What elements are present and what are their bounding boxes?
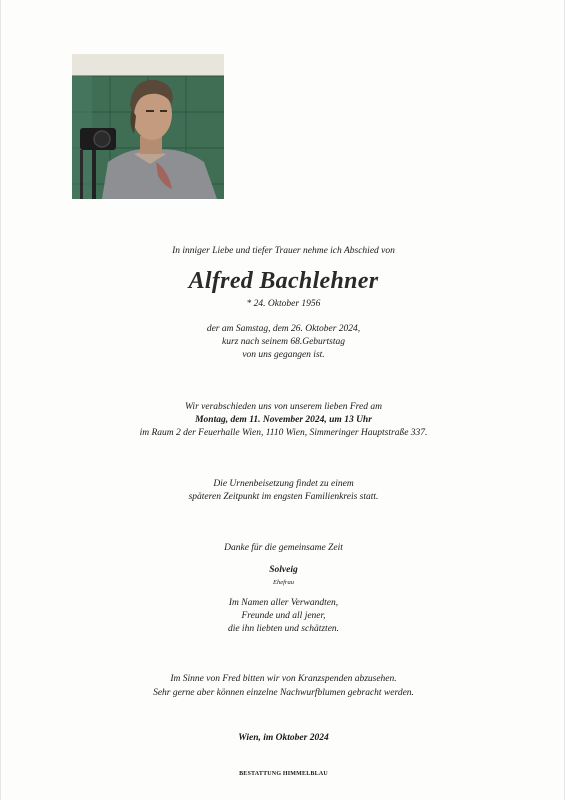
death-line-1: der am Samstag, dem 26. Oktober 2024, — [206, 324, 361, 334]
request-line-2: Sehr gerne aber können einzelne Nachwurfblumen gebracht werden. — [153, 688, 414, 698]
mourner-role: Ehefrau — [273, 579, 294, 586]
undertaker-name: BESTATTUNG HIMMELBLAU — [239, 771, 328, 777]
birth-date: * 24. Oktober 1956 — [246, 299, 321, 309]
portrait-image — [72, 54, 224, 199]
relatives-line-3: die ihn liebten und schätzten. — [227, 624, 340, 634]
death-line-3: von uns gegangen ist. — [242, 350, 325, 360]
intro-text: In inniger Liebe und tiefer Trauer nehme ich Abschied von — [172, 246, 395, 256]
farewell-location: im Raum 2 der Feuerhalle Wien, 1110 Wien, Simmeringer Hauptstraße 337. — [139, 428, 428, 438]
deceased-name: Alfred Bachlehner — [188, 268, 379, 294]
thanks-text: Danke für die gemeinsame Zeit — [224, 543, 343, 553]
mourner-name: Solveig — [269, 565, 298, 575]
death-line-2: kurz nach seinem 68.Geburtstag — [222, 337, 345, 347]
relatives-line-2: Freunde und all jener, — [241, 611, 326, 621]
place-and-date: Wien, im Oktober 2024 — [238, 733, 329, 743]
farewell-line-1: Wir verabschieden uns von unserem lieben Fred am — [185, 402, 382, 412]
request-line-1: Im Sinne von Fred bitten wir von Kranzspenden abzusehen. — [170, 674, 397, 684]
relatives-line-1: Im Namen aller Verwandten, — [228, 598, 339, 608]
urn-line-2: späteren Zeitpunkt im engsten Familienkreis statt. — [188, 492, 379, 502]
urn-line-1: Die Urnenbeisetzung findet zu einem — [213, 479, 354, 489]
portrait-photo — [72, 54, 224, 199]
farewell-date: Montag, dem 11. November 2024, um 13 Uhr — [195, 415, 372, 425]
